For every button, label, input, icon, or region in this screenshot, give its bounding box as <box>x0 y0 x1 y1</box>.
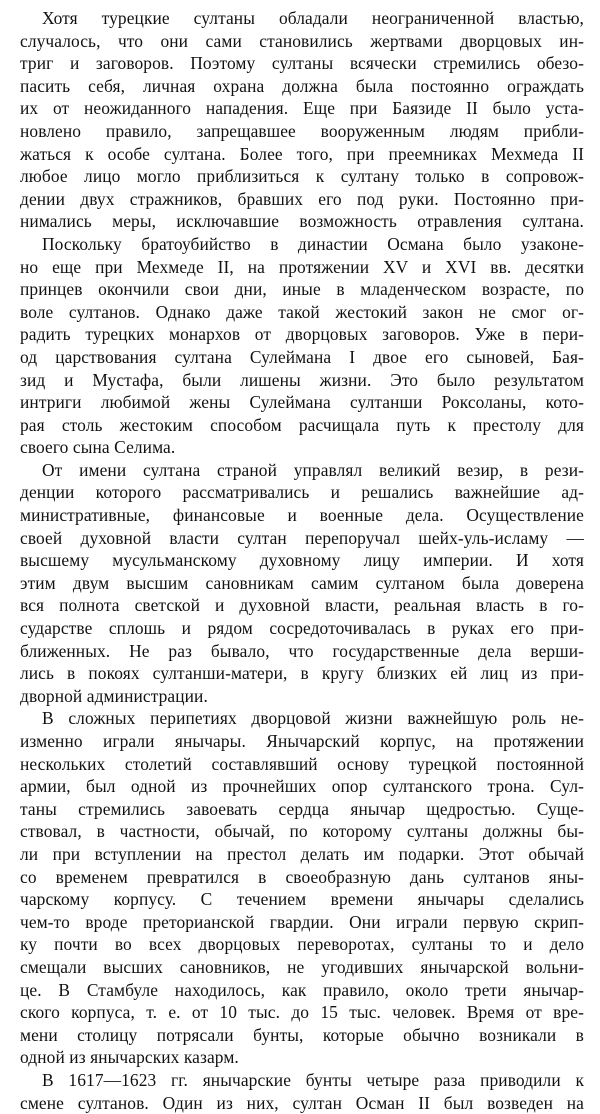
text-line: интриги любимой жены Сулеймана султанши Роксоланы, кото- <box>20 391 584 414</box>
text-line: любое лицо могло приблизиться к султану только в сопровож- <box>20 165 584 188</box>
page-text <box>20 7 584 1114</box>
text-line: денции которого рассматривались и решались важнейшие ад- <box>20 481 584 504</box>
text-line: мени столицу потрясали бунты, которые обычно возникали в <box>20 1024 584 1047</box>
text-line: принцев окончили свои дни, иные в младенческом возрасте, по <box>20 278 584 301</box>
text-line: случалось, что они сами становились жертвами дворцовых ин- <box>20 30 584 53</box>
text-line: жаться к особе султана. Более того, при преемниках Мехмеда II <box>20 143 584 166</box>
text-line: высшему мусульманскому духовному лицу империи. И хотя <box>20 549 584 572</box>
text-line: со временем превратился в своеобразную дань султанов яны- <box>20 866 584 889</box>
text-line: своей духовной власти султан перепоручал шейх-уль-исламу — <box>20 527 584 550</box>
paragraph-1 <box>20 7 584 233</box>
text-line: От имени султана страной управлял великий везир, в рези- <box>20 459 584 482</box>
text-line: своего сына Селима. <box>20 436 584 459</box>
text-line: пасить себя, личная охрана должна была постоянно ограждать <box>20 75 584 98</box>
text-line: ствовал, в частности, обычай, по которому султаны должны бы- <box>20 820 584 843</box>
text-line: В 1617—1623 гг. янычарские бунты четыре раза приводили к <box>20 1069 584 1092</box>
text-line: армии, был одной из прочнейших опор султанского трона. Сул- <box>20 775 584 798</box>
text-line: дворной администрации. <box>20 685 584 708</box>
text-line: Поскольку братоубийство в династии Османа было узаконе- <box>20 233 584 256</box>
text-line: радить турецких монархов от дворцовых заговоров. Уже в пери- <box>20 323 584 346</box>
text-line: вся полнота светской и духовной власти, реальная власть в го- <box>20 594 584 617</box>
text-line: ку почти во всех дворцовых переворотах, султаны то и дело <box>20 933 584 956</box>
text-line: це. В Стамбуле находилось, как правило, около трети янычар- <box>20 979 584 1002</box>
text-line: ского корпуса, т. е. от 10 тыс. до 15 тыс. человек. Время от вре- <box>20 1001 584 1024</box>
paragraph-2 <box>20 233 584 459</box>
text-line: нескольких столетий составлявший основу турецкой постоянной <box>20 753 584 776</box>
text-line: чем-то вроде преторианской гвардии. Они играли первую скрип- <box>20 911 584 934</box>
paragraph-3 <box>20 459 584 708</box>
text-line: рая столь жестоким способом расчищала путь к престолу для <box>20 414 584 437</box>
text-line: смене султанов. Один из них, султан Осман II был возведен на <box>20 1092 584 1114</box>
text-line: нимались меры, исключавшие возможность отравления султана. <box>20 210 584 233</box>
text-line: ближенных. Не раз бывало, что государственные дела верши- <box>20 640 584 663</box>
text-line: дении двух стражников, бравших его под руки. Постоянно при- <box>20 188 584 211</box>
text-line: В сложных перипетиях дворцовой жизни важнейшую роль не- <box>20 707 584 730</box>
paragraph-5 <box>20 1069 584 1114</box>
text-line: ли при вступлении на престол делать им подарки. Этот обычай <box>20 843 584 866</box>
paragraph-4 <box>20 707 584 1069</box>
text-line: одной из янычарских казарм. <box>20 1046 584 1069</box>
text-line: таны стремились завоевать сердца янычар щедростью. Суще- <box>20 798 584 821</box>
text-line: изменно играли янычары. Янычарский корпус, на протяжении <box>20 730 584 753</box>
text-line: зид и Мустафа, были лишены жизни. Это было результатом <box>20 369 584 392</box>
text-line: триг и заговоров. Поэтому султаны всячески стремились обезо- <box>20 52 584 75</box>
text-line: воле султанов. Однако даже такой жестокий закон не смог ог- <box>20 301 584 324</box>
text-line: од царствования султана Сулеймана I двое его сыновей, Бая- <box>20 346 584 369</box>
text-line: Хотя турецкие султаны обладали неограниченной властью, <box>20 7 584 30</box>
text-line: их от неожиданного нападения. Еще при Баязиде II было уста- <box>20 97 584 120</box>
text-line: лись в покоях султанши-матери, в кругу близких ей лиц из при- <box>20 662 584 685</box>
text-line: чарскому корпусу. С течением времени янычары сделались <box>20 888 584 911</box>
text-line: этим двум высшим сановникам самим султаном была доверена <box>20 572 584 595</box>
text-line: смещали высших сановников, не угодивших янычарской вольни- <box>20 956 584 979</box>
text-line: сударстве сплошь и рядом сосредоточивалась в руках его при- <box>20 617 584 640</box>
text-line: министративные, финансовые и военные дела. Осуществление <box>20 504 584 527</box>
text-line: новлено правило, запрещавшее вооруженным людям прибли- <box>20 120 584 143</box>
text-line: но еще при Мехмеде II, на протяжении XV и XVI вв. десятки <box>20 256 584 279</box>
